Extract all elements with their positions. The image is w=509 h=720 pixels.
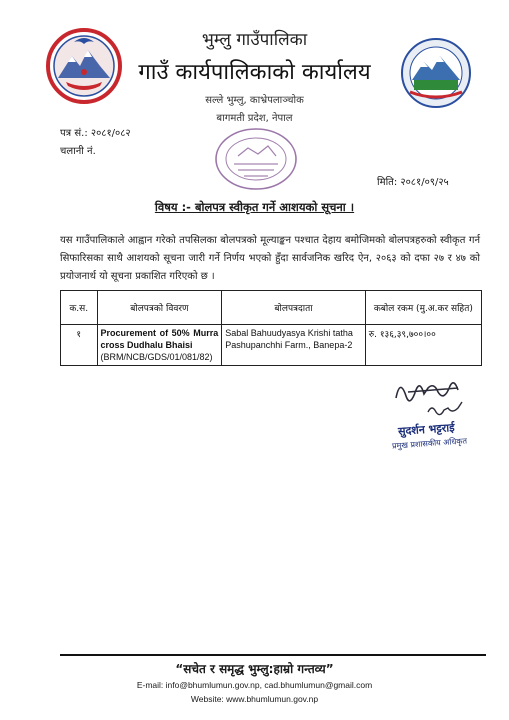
footer-website: Website: www.bhumlumun.gov.np	[190, 694, 319, 704]
signatory-name: सुदर्शन भट्टराई	[397, 421, 455, 438]
municipality-name: भुम्लु गाउँपालिका	[201, 30, 308, 50]
footer-slogan: “सचेत र समृद्ध भुम्लु:हाम्रो गन्तव्य”	[175, 662, 334, 676]
row-tender-code: (BRM/NCB/GDS/01/081/82)	[100, 352, 213, 362]
row-amount: रु. १३६,३९,७००।००	[365, 325, 481, 366]
row-bidder: Sabal Bahuudyasya Krishi tatha Pashupanchhi Farm., Banepa-2	[222, 325, 365, 366]
header-description: बोलपत्रको विवरण	[97, 291, 222, 325]
row-description	[97, 325, 222, 366]
header-serial: क.स.	[61, 291, 98, 325]
office-name: गाउँ कार्यपालिकाको कार्यालय	[138, 60, 371, 85]
table-header-row	[61, 291, 482, 325]
address-line-1: सल्ले भुम्लु, काभ्रेपलाञ्चोक	[205, 95, 304, 106]
footer-divider	[60, 654, 486, 656]
row-serial: १	[61, 325, 98, 366]
notice-subject-text: विषय :- बोलपत्र स्वीकृत गर्ने आशयको सूचना ।	[154, 200, 355, 214]
notice-subject	[0, 200, 509, 215]
header-amount: कबोल रकम (मु.अ.कर सहित)	[365, 291, 481, 325]
dispatch-number: चलानी नं.	[60, 146, 96, 157]
notice-body: यस गाउँपालिकाले आह्वान गरेको तपसिलका बोलपत्रको मूल्याङ्कन पश्चात देहाय बमोजिमको बोलपत्रहरुको स्वीकृत गर्न सिफारिसका साथै आशयको सूचना जारी गर्ने निर्णय भएको हुँदा सार्वजनिक खरिद ऐन, २०६३ को दफा २७ र ४७ को प्रयोजनार्थ यो सूचना प्रकाशित गरिएको छ ।	[60, 235, 480, 282]
office-stamp	[212, 126, 300, 192]
bid-table	[60, 290, 482, 366]
header-bidder: बोलपत्रदाता	[222, 291, 365, 325]
address-line-2: बागमती प्रदेश, नेपाल	[216, 113, 293, 124]
issue-date: मिति: २०८१/०९/२५	[377, 177, 449, 188]
letter-number: पत्र सं.: २०८१/०८२	[60, 128, 131, 139]
signatory-title: प्रमुख प्रशासकीय अधिकृत	[391, 436, 468, 451]
table-row	[61, 325, 482, 366]
row-description-text: Procurement of 50% Murra cross Dudhalu Bhaisi	[100, 328, 219, 350]
footer-email: E-mail: info@bhumlumun.gov.np, cad.bhumlumun@gmail.com	[136, 680, 373, 690]
